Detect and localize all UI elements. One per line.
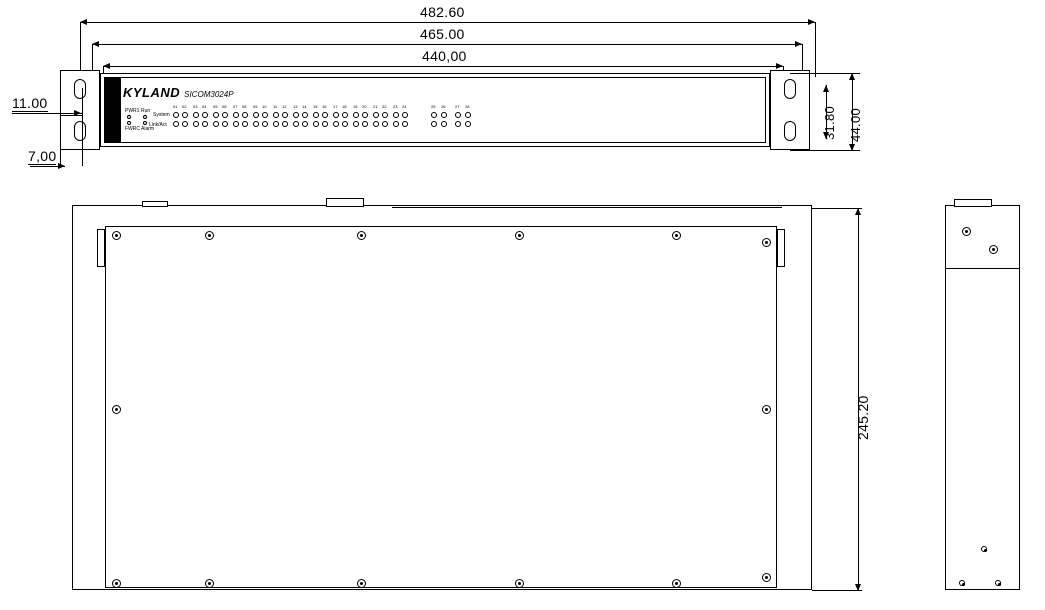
side-view-top-tab (954, 199, 992, 207)
led-pwr2 (127, 121, 131, 125)
port-led (382, 112, 388, 118)
ear-hole-right-bottom (784, 121, 796, 141)
uplink-number: 26 (441, 104, 446, 109)
port-number: 13 (293, 104, 298, 109)
port-led (382, 121, 388, 127)
port-led (222, 121, 228, 127)
port-number: 16 (322, 104, 327, 109)
chassis-front-panel (100, 73, 770, 147)
extension-line-left-482 (80, 22, 81, 77)
port-number: 06 (222, 104, 227, 109)
port-led (242, 121, 248, 127)
dimension-label-7-00: 7,00 (28, 148, 57, 164)
uplink-led (455, 121, 461, 127)
port-number: 17 (333, 104, 338, 109)
port-led (333, 121, 339, 127)
port-led (202, 121, 208, 127)
dimension-label-482-60: 482.60 (420, 4, 465, 20)
arrowhead-up-44 (849, 73, 855, 80)
ear-thickness-line (60, 115, 83, 116)
port-led (342, 112, 348, 118)
led-alarm (143, 121, 147, 125)
uplink-number: 25 (431, 104, 436, 109)
screw-top-3 (357, 231, 366, 240)
port-number: 24 (402, 104, 407, 109)
led-label-pwr2: FWRC (125, 126, 140, 132)
port-number: 23 (393, 104, 398, 109)
dimension-line-440-00 (103, 66, 783, 67)
led-label-alarm: Alarm (141, 126, 155, 132)
port-number: 03 (193, 104, 198, 109)
port-number: 21 (373, 104, 378, 109)
led-label-system: System (153, 112, 170, 118)
port-led (282, 112, 288, 118)
uplink-led (455, 112, 461, 118)
port-number: 07 (233, 104, 238, 109)
arrowhead-up-245 (855, 208, 861, 215)
port-led (173, 121, 179, 127)
port-led (393, 112, 399, 118)
arrowhead-right-465 (795, 41, 802, 47)
arrowhead-left-440 (103, 63, 110, 69)
screw-bottom-1 (112, 579, 121, 588)
port-led (373, 112, 379, 118)
port-led (253, 121, 259, 127)
port-led (273, 112, 279, 118)
port-led (193, 112, 199, 118)
dimension-label-11-00: 11.00 (12, 95, 48, 111)
port-led (402, 112, 408, 118)
top-view-right-ear-tab (777, 229, 785, 267)
port-number: 22 (382, 104, 387, 109)
port-led (342, 121, 348, 127)
dimension-label-245-20: 245.20 (855, 395, 871, 440)
port-led (253, 112, 259, 118)
side-view-divider-line (945, 268, 1020, 269)
screw-top-4 (515, 231, 524, 240)
screw-top-2 (205, 231, 214, 240)
arrowhead-left-482 (80, 19, 87, 25)
top-view (72, 205, 812, 590)
port-led (353, 121, 359, 127)
screw-mid-right (762, 405, 771, 414)
uplink-number: 27 (455, 104, 460, 109)
top-edge-notch-left (142, 201, 168, 207)
port-number: 09 (253, 104, 258, 109)
top-view-cover-plate (105, 226, 777, 588)
port-led (293, 112, 299, 118)
arrowhead-right-7 (58, 163, 65, 169)
ext-line-11-right (82, 88, 83, 166)
port-number: 10 (262, 104, 267, 109)
port-number: 02 (182, 104, 187, 109)
led-label-linkact: Link/Act (149, 122, 167, 128)
dimension-label-465-00: 465.00 (420, 26, 465, 42)
dimension-line-11-00 (12, 113, 82, 114)
port-number: 11 (273, 104, 278, 109)
port-led (213, 112, 219, 118)
port-led (262, 121, 268, 127)
port-led (222, 112, 228, 118)
extension-line-right-482 (815, 22, 816, 77)
screw-bottom-6 (762, 573, 771, 582)
front-view (60, 70, 810, 150)
port-led (173, 112, 179, 118)
uplink-led (465, 112, 471, 118)
uplink-led (431, 112, 437, 118)
brand-block (123, 84, 243, 102)
arrowhead-up-31 (823, 85, 829, 92)
side-hole-bottom-right (995, 580, 1001, 586)
port-led (202, 112, 208, 118)
port-number: 15 (313, 104, 318, 109)
port-led (373, 121, 379, 127)
screw-bottom-4 (515, 579, 524, 588)
side-screw-top-left (962, 227, 971, 236)
ear-hole-right-top (784, 79, 796, 99)
port-led (193, 121, 199, 127)
port-block (173, 104, 413, 136)
port-led (182, 121, 188, 127)
uplink-led (441, 121, 447, 127)
arrowhead-right-482 (808, 19, 815, 25)
port-number: 05 (213, 104, 218, 109)
port-led (302, 112, 308, 118)
port-number: 04 (202, 104, 207, 109)
side-hole-bottom-left (959, 580, 965, 586)
port-led (362, 112, 368, 118)
arrowhead-left-465 (92, 41, 99, 47)
uplink-port-block (431, 104, 483, 136)
top-view-left-ear-tab (97, 229, 105, 267)
top-edge-connector (326, 198, 364, 207)
port-led (313, 121, 319, 127)
port-number: 01 (173, 104, 178, 109)
port-led (322, 121, 328, 127)
port-led (233, 121, 239, 127)
side-hole-bottom-center (981, 546, 987, 552)
uplink-number: 28 (465, 104, 470, 109)
screw-bottom-5 (672, 579, 681, 588)
port-led (402, 121, 408, 127)
brand-label: KYLAND (123, 85, 181, 100)
screw-top-1 (112, 231, 121, 240)
side-view (945, 205, 1020, 590)
port-led (182, 112, 188, 118)
port-led (293, 121, 299, 127)
port-number: 12 (282, 104, 287, 109)
port-number: 08 (242, 104, 247, 109)
screw-bottom-3 (357, 579, 366, 588)
port-led (353, 112, 359, 118)
led-run (143, 115, 147, 119)
led-pwr1 (127, 115, 131, 119)
led-label-run: Run (141, 108, 151, 114)
port-led (242, 112, 248, 118)
led-label-pwr1: PWR1 (125, 108, 140, 114)
port-led (322, 112, 328, 118)
right-mounting-ear (770, 70, 810, 150)
arrowhead-right-440 (776, 63, 783, 69)
port-led (393, 121, 399, 127)
port-led (282, 121, 288, 127)
uplink-led (441, 112, 447, 118)
side-screw-top-right (989, 245, 998, 254)
screw-top-5 (672, 231, 681, 240)
port-led (313, 112, 319, 118)
ext-line-11-left (60, 88, 61, 166)
front-panel-black-band (105, 78, 121, 142)
port-led (362, 121, 368, 127)
screw-top-6 (762, 238, 771, 247)
port-number: 19 (353, 104, 358, 109)
side-view-outline (945, 205, 1020, 590)
port-led (302, 121, 308, 127)
model-label: SICOM3024P (184, 90, 234, 99)
dimension-line-465-00 (92, 44, 802, 45)
dimension-line-482-60 (80, 22, 815, 23)
ear-hole-left-top (74, 79, 86, 99)
dimension-label-44-00: 44.00 (848, 107, 863, 142)
arrowhead-down-245 (855, 584, 861, 591)
port-number: 14 (302, 104, 307, 109)
screw-bottom-2 (205, 579, 214, 588)
port-led (262, 112, 268, 118)
ear-hole-left-bottom (74, 121, 86, 141)
port-number: 20 (362, 104, 367, 109)
dimension-label-31-80: 31.80 (822, 105, 837, 140)
port-number: 18 (342, 104, 347, 109)
port-led (233, 112, 239, 118)
arrowhead-down-44 (849, 144, 855, 151)
port-led (213, 121, 219, 127)
port-led (273, 121, 279, 127)
screw-mid-left (112, 405, 121, 414)
uplink-led (465, 121, 471, 127)
dimension-label-440-00: 440,00 (422, 48, 467, 64)
port-led (333, 112, 339, 118)
uplink-led (431, 121, 437, 127)
top-edge-line (392, 207, 782, 208)
